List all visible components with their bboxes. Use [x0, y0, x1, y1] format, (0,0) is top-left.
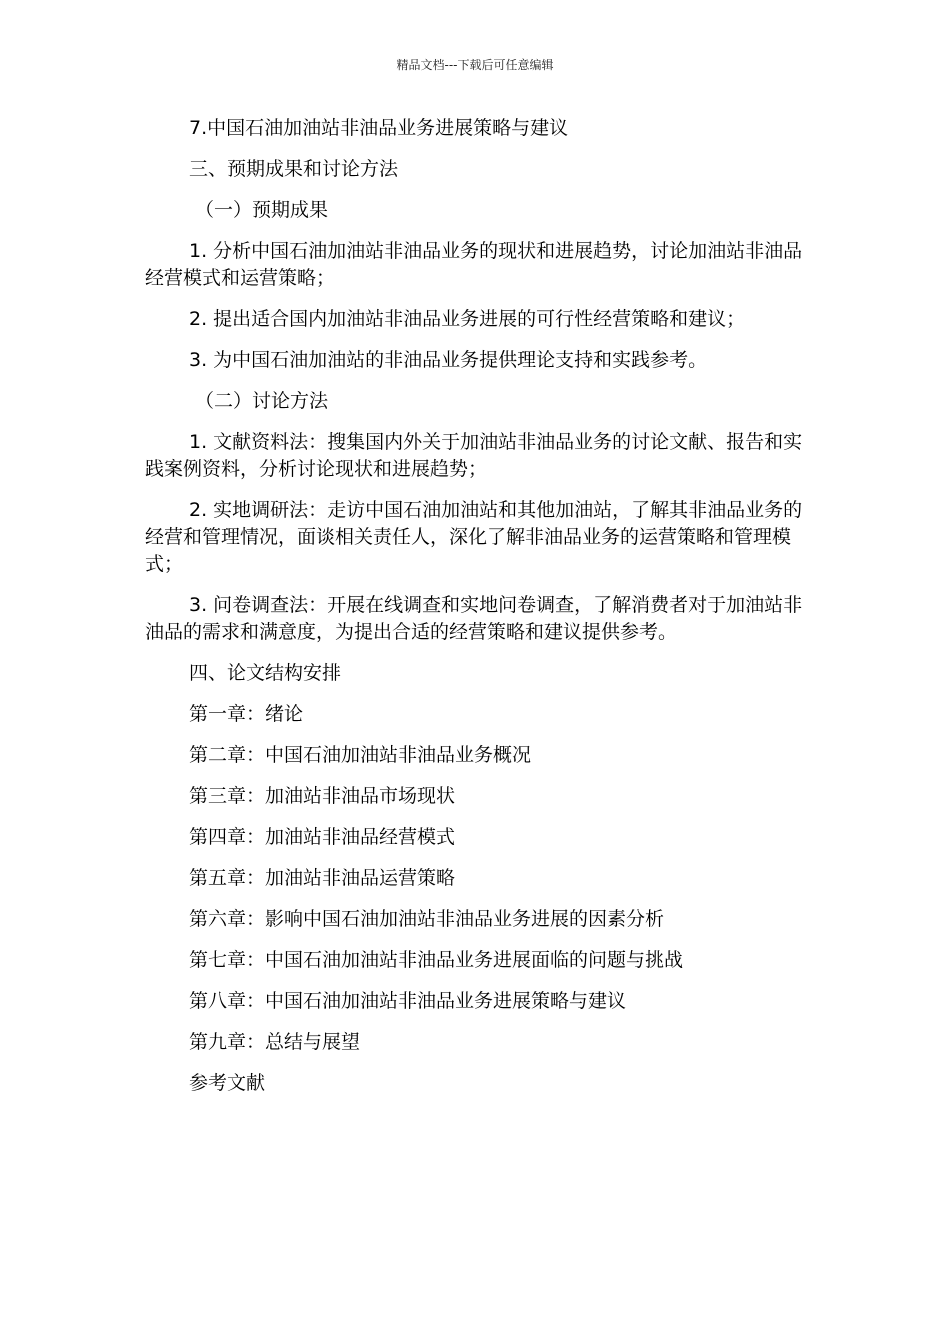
chapter-item-5: 第五章：加油站非油品运营策略	[189, 867, 456, 889]
section-heading-3: 三、预期成果和讨论方法	[189, 158, 399, 180]
page-header: 精品文档---下载后可任意编辑	[396, 58, 554, 72]
paragraph-item-7: 7.中国石油加油站非油品业务进展策略与建议	[189, 117, 569, 139]
subsection-heading-methods: （二）讨论方法	[195, 390, 329, 412]
paragraph-result-3: 3. 为中国石油加油站的非油品业务提供理论支持和实践参考。	[189, 349, 708, 371]
subsection-heading-expected-results: （一）预期成果	[195, 199, 329, 221]
chapter-item-9: 第九章：总结与展望	[189, 1031, 361, 1053]
paragraph-result-2: 2. 提出适合国内加油站非油品业务进展的可行性经营策略和建议；	[189, 308, 746, 330]
chapter-item-8: 第八章：中国石油加油站非油品业务进展策略与建议	[189, 990, 627, 1012]
paragraph-method-2: 2. 实地调研法：走访中国石油加油站和其他加油站，了解其非油品业务的经营和管理情况，面谈相关责任人，深化了解非油品业务的运营策略和管理模式；	[145, 499, 803, 575]
chapter-item-7: 第七章：中国石油加油站非油品业务进展面临的问题与挑战	[189, 949, 684, 971]
section-heading-4: 四、论文结构安排	[189, 662, 342, 684]
chapter-item-4: 第四章：加油站非油品经营模式	[189, 826, 456, 848]
chapter-item-1: 第一章：绪论	[189, 703, 304, 725]
references-heading: 参考文献	[189, 1072, 266, 1094]
chapter-item-3: 第三章：加油站非油品市场现状	[189, 785, 456, 807]
paragraph-method-1: 1. 文献资料法：搜集国内外关于加油站非油品业务的讨论文献、报告和实践案例资料，分析讨论现状和进展趋势；	[145, 431, 803, 480]
chapter-item-6: 第六章：影响中国石油加油站非油品业务进展的因素分析	[189, 908, 665, 930]
paragraph-result-1: 1. 分析中国石油加油站非油品业务的现状和进展趋势，讨论加油站非油品经营模式和运营策略；	[145, 240, 803, 289]
chapter-item-2: 第二章：中国石油加油站非油品业务概况	[189, 744, 532, 766]
paragraph-method-3: 3. 问卷调查法：开展在线调查和实地问卷调查，了解消费者对于加油站非油品的需求和满意度，为提出合适的经营策略和建议提供参考。	[145, 594, 803, 643]
document-body	[145, 115, 805, 1111]
